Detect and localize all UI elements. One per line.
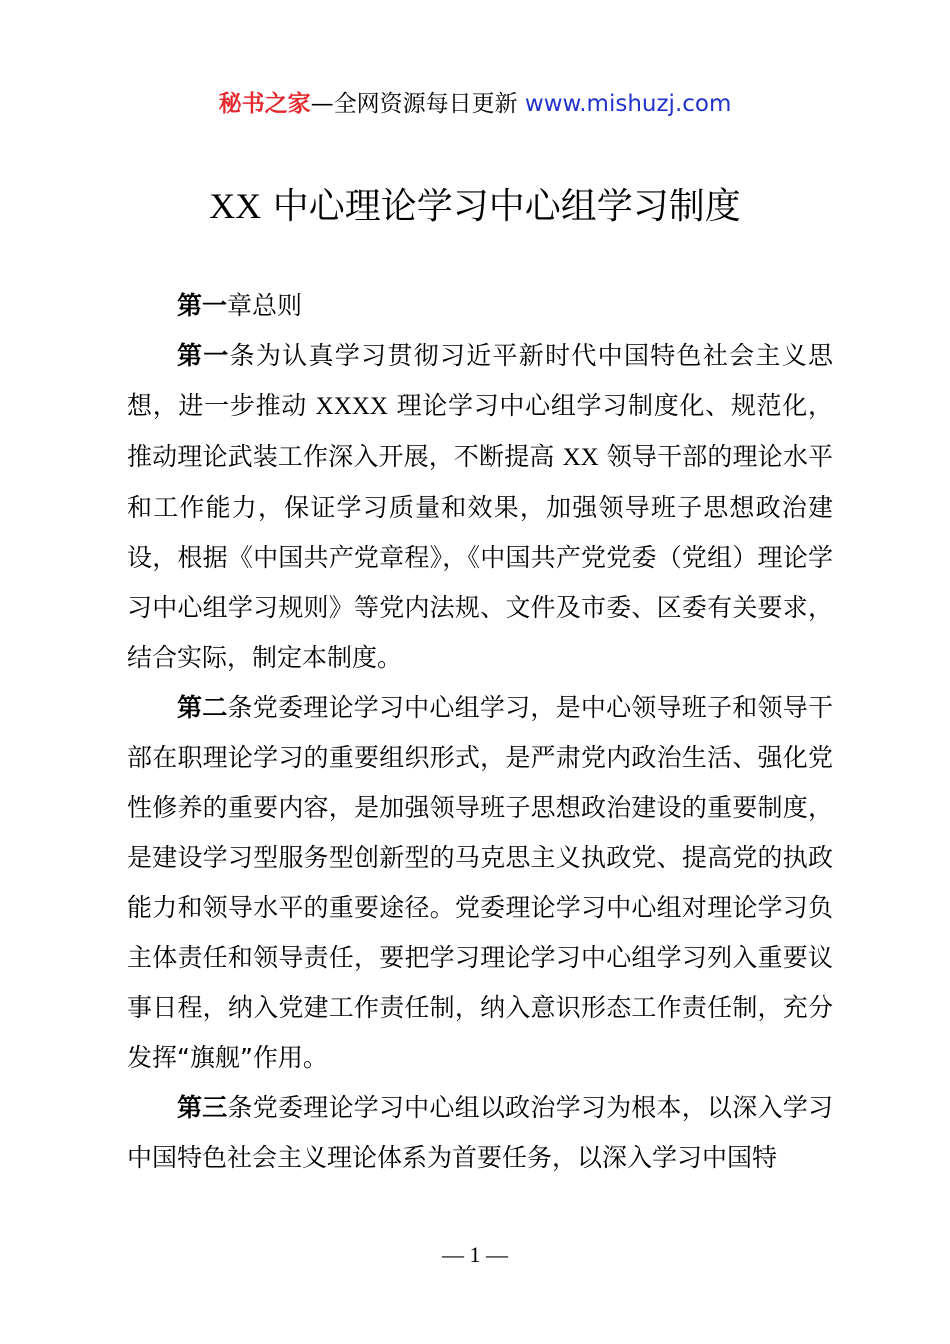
article-2-text: 条党委理论学习中心组学习，是中心领导班子和领导干部在职理论学习的重要组织形式，是严肃党内政治生活、强化党性修养的重要内容，是加强领导班子思想政治建设的重要制度，是建设学习型服务型创新型的马克思主义执政党、提高党的执政能力和领导水平的重要途径。党委理论学习中心组对理论学习负主体责任和领导责任，要把学习理论学习中心组学习列入重要议事日程，纳入党建工作责任制，纳入意识形态工作责任制，充分发挥“旗舰”作用。 [127,693,833,1072]
article-2 [127,683,833,1083]
chapter-heading [127,281,833,331]
article-2-lead: 第二 [177,693,228,722]
document-body [127,281,833,1183]
article-3-lead: 第三 [177,1093,228,1122]
article-1-text-a: 条为认真学习贯彻习近平新时代中国特色社会主义思想，进一步推动 [127,341,833,420]
article-1-text-d: XX [562,444,599,471]
article-1-text-b: XXXX [315,393,388,420]
title-prefix: XX [209,186,262,226]
article-3-text: 条党委理论学习中心组以政治学习为根本，以深入学习中国特色社会主义理论体系为首要任务，以深入学习中国特 [127,1093,833,1172]
article-1-text-e: 领导干部的理论水平和工作能力，保证学习质量和效果，加强领导班子思想政治建设，根据《中国共产党章程》，《中国共产党党委（党组）理论学习中心组学习规则》等党内法规、文件及市委、区委有关要求，结合实际，制定本制度。 [127,442,833,672]
title-text: 中心理论学习中心组学习制度 [272,186,741,227]
site-header [0,88,950,120]
page-number: — 1 — [442,1242,508,1267]
chapter-title: 章总则 [227,291,303,320]
article-3 [127,1083,833,1183]
site-brand: 秘书之家 [218,91,311,117]
article-1 [127,331,833,683]
chapter-lead: 第一 [177,291,228,320]
site-url-link[interactable]: www.mishuzj.com [524,91,732,117]
site-tagline: —全网资源每日更新 [310,91,525,117]
document-title [0,182,950,231]
article-1-text-c: 理论学习中心组学习制度化、规范化，推动理论武装工作深入开展，不断提高 [127,391,833,471]
article-1-lead: 第一 [177,341,230,370]
